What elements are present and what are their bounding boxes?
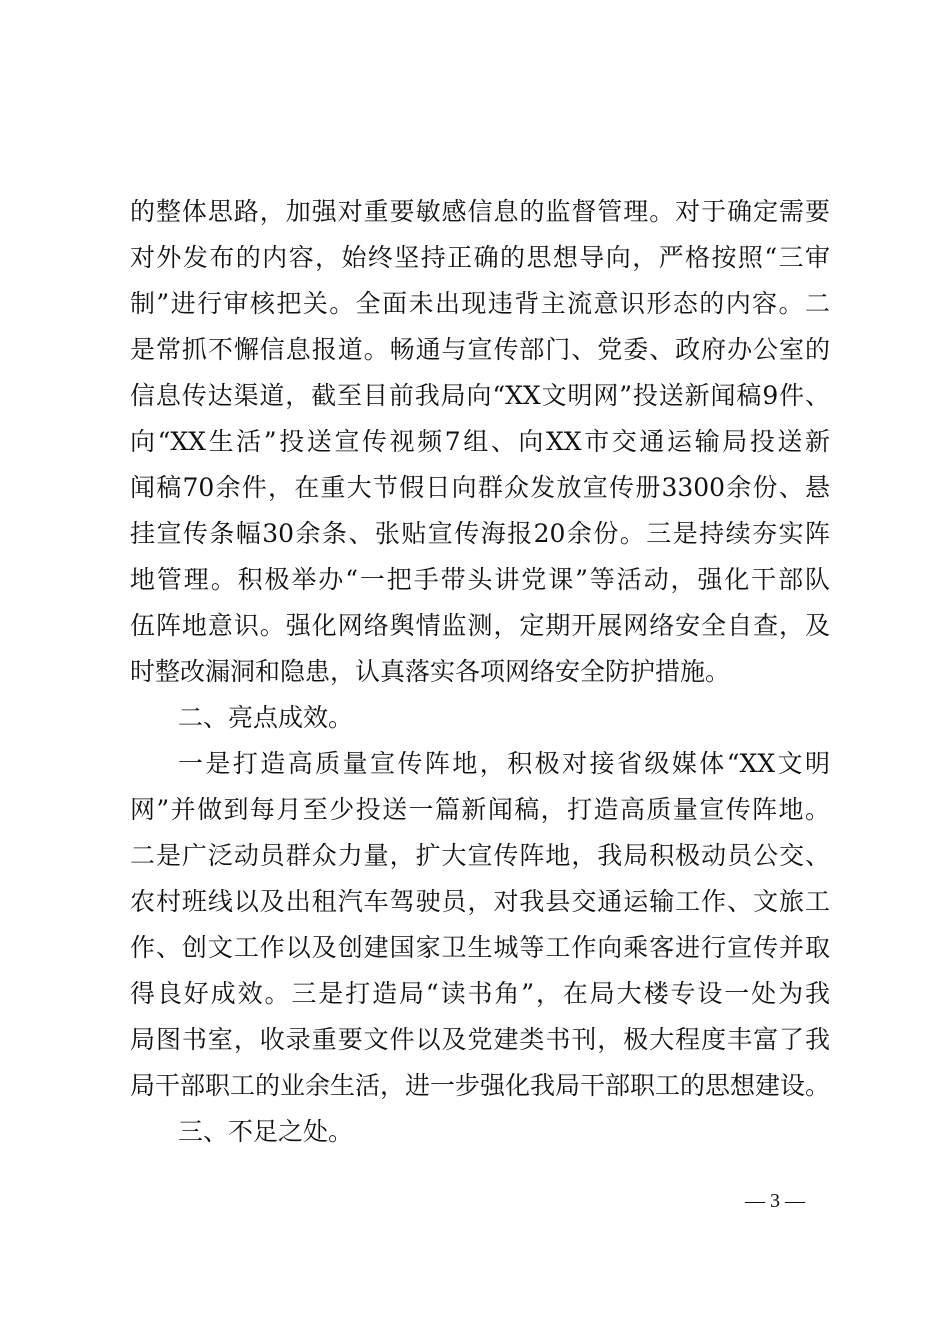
paragraph-line: 时整改漏洞和隐患，认真落实各项网络安全防护措施。 bbox=[130, 657, 731, 686]
paragraph-line: 一是打造高质量宣传阵地，积极对接省级媒体“XX文明 bbox=[178, 749, 830, 778]
paragraph-line: 向“XX生活”投送宣传视频7组、向XX市交通运输局投送新 bbox=[130, 427, 830, 456]
paragraph-line: 局干部职工的业余生活，进一步强化我局干部职工的思想建设。 bbox=[130, 1071, 831, 1100]
paragraph-line: 农村班线以及出租汽车驾驶员，对我县交通运输工作、文旅工 bbox=[130, 887, 830, 916]
paragraph-line: 得良好成效。三是打造局“读书角”，在局大楼专设一处为我 bbox=[130, 979, 830, 1008]
paragraph-line: 局图书室，收录重要文件以及党建类书刊，极大程度丰富了我 bbox=[130, 1025, 830, 1054]
paragraph-line: 的整体思路，加强对重要敏感信息的监督管理。对于确定需要 bbox=[130, 197, 830, 226]
paragraph-line: 伍阵地意识。强化网络舆情监测，定期开展网络安全自查，及 bbox=[130, 611, 830, 640]
paragraph-line: 对外发布的内容，始终坚持正确的思想导向，严格按照“三审 bbox=[130, 243, 830, 272]
section-heading: 二、亮点成效。 bbox=[178, 703, 354, 732]
paragraph-line: 是常抓不懈信息报道。畅通与宣传部门、党委、政府办公室的 bbox=[130, 335, 830, 364]
paragraph-line: 作、创文工作以及创建国家卫生城等工作向乘客进行宣传并取 bbox=[130, 933, 830, 962]
paragraph-line: 信息传达渠道，截至目前我局向“XX文明网”投送新闻稿9件、 bbox=[130, 381, 830, 410]
paragraph-line: 二是广泛动员群众力量，扩大宣传阵地，我局积极动员公交、 bbox=[130, 841, 830, 870]
paragraph-line: 地管理。积极举办“一把手带头讲党课”等活动，强化干部队 bbox=[130, 565, 830, 594]
paragraph-line: 挂宣传条幅30余条、张贴宣传海报20余份。三是持续夯实阵 bbox=[130, 519, 830, 548]
page-number: — 3 — bbox=[745, 1190, 805, 1212]
section-heading: 三、不足之处。 bbox=[178, 1117, 354, 1146]
paragraph-line: 制”进行审核把关。全面未出现违背主流意识形态的内容。二 bbox=[130, 289, 830, 318]
paragraph-line: 闻稿70余件，在重大节假日向群众发放宣传册3300余份、悬 bbox=[130, 473, 830, 502]
paragraph-line: 网”并做到每月至少投送一篇新闻稿，打造高质量宣传阵地。 bbox=[130, 795, 830, 824]
